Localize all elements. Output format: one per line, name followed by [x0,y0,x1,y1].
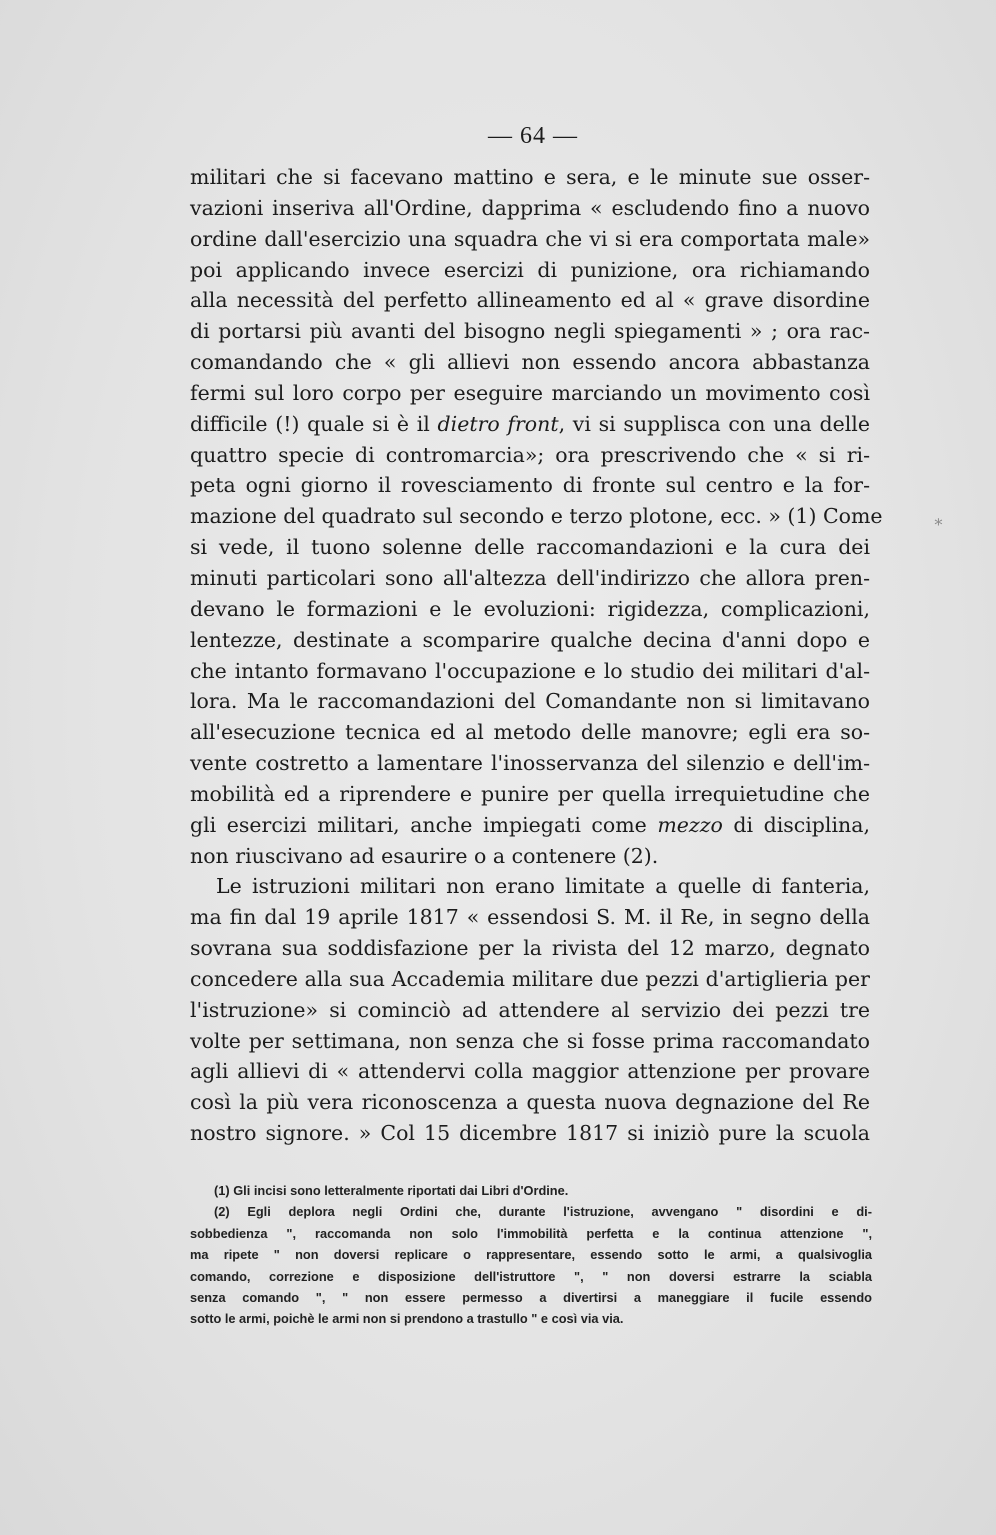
text-line: nostro signore. » Col 15 dicembre 1817 si iniziò pure la scuola [190,1121,870,1146]
text-line: lentezze, destinate a scomparire qualche decina d'anni dopo e [190,627,870,652]
footnote-line: comando, correzione e disposizione dell'istruttore ", " non doversi estrarre la sciabla [190,1268,872,1284]
text-line: peta ogni giorno il rovesciamento di fronte sul centro e la for- [190,473,870,498]
text-line: volte per settimana, non senza che si fosse prima raccomandato [190,1028,870,1053]
footnotes [190,1180,872,1330]
text-line: ordine dall'esercizio una squadra che vi si era comportata male» [190,226,870,251]
text-line: ma fin dal 19 aprile 1817 « essendosi S. M. il Re, in segno della [190,905,870,930]
italic-dietro-front: dietro front [437,411,559,436]
footnote-line: senza comando ", " non essere permesso a divertirsi a maneggiare il fucile essendo [190,1289,872,1305]
text-line: quattro specie di contromarcia»; ora prescrivendo che « si ri- [190,442,870,467]
text-line: minuti particolari sono all'altezza dell'indirizzo che allora pren- [190,565,870,590]
text-line: che intanto formavano l'occupazione e lo studio dei militari d'al- [190,658,870,683]
text-line: vente costretto a lamentare l'inosservanza del silenzio e dell'im- [190,751,870,776]
paragraph-end-line: non riuscivano ad esaurire o a contenere (2). [190,843,659,868]
ink-smudge-mark: ∗ [933,512,944,531]
text-line: concedere alla sua Accademia militare due pezzi d'artiglieria per [190,966,870,991]
text-line: militari che si facevano mattino e sera, e le minute sue osser- [190,165,870,189]
footnote-line: sotto le armi, poichè le armi non si prendono a trastullo " e così via via. [190,1311,624,1327]
footnote-line: ma ripete " non doversi replicare o rappresentare, essendo sotto le armi, a qualsivoglia [190,1247,872,1263]
text-line: si vede, il tuono solenne delle raccomandazioni e la cura dei [190,535,870,560]
text-line: alla necessità del perfetto allineamento ed al « grave disordine [190,288,870,313]
page-number: — 64 — [488,123,578,149]
body-text [190,162,883,1149]
text-line: di portarsi più avanti del bisogno negli spiegamenti » ; ora rac- [190,319,870,344]
footnote-line: sobbedienza ", raccomanda non solo l'immobilità perfetta e la continua attenzione ", [190,1225,872,1241]
text-line: poi applicando invece esercizi di punizione, ora richiamando [190,257,870,282]
text-line: vazioni inseriva all'Ordine, dapprima « escludendo fino a nuovo [190,195,870,220]
text-line: lora. Ma le raccomandazioni del Comandante non si limitavano [190,689,870,714]
text-line-with-italic: difficile (!) quale si è il dietro front, vi si supplisca con una delle [190,411,870,436]
footnote-2: (2) Egli deplora negli Ordini che, durante l'istruzione, avvengano " disordini e di- [214,1204,872,1220]
text-line: devano le formazioni e le evoluzioni: rigidezza, complicazioni, [190,596,870,621]
text-line: l'istruzione» si cominciò ad attendere al servizio dei pezzi tre [190,997,870,1022]
footnote-1: (1) Gli incisi sono letteralmente riportati dai Libri d'Ordine. [214,1183,569,1198]
text-line: all'esecuzione tecnica ed al metodo delle manovre; egli era so- [190,720,870,745]
text-line: così la più vera riconoscenza a questa nuova degnazione del Re [190,1090,870,1115]
paragraph-start-line: Le istruzioni militari non erano limitate a quelle di fanteria, [216,874,870,899]
italic-mezzo: mezzo [657,812,723,837]
text-line: mazione del quadrato sul secondo e terzo plotone, ecc. » (1) Come [190,504,883,529]
text-line-with-italic: gli esercizi militari, anche impiegati come mezzo di disciplina, [190,812,870,837]
text-line: comandando che « gli allievi non essendo ancora abbastanza [190,350,870,375]
text-line: mobilità ed a riprendere e punire per quella irrequietudine che [190,781,870,806]
text-line: agli allievi di « attendervi colla maggior attenzione per provare [190,1059,870,1084]
text-line: fermi sul loro corpo per eseguire marciando un movimento così [190,380,870,405]
text-line: sovrana sua soddisfazione per la rivista del 12 marzo, degnato [190,936,870,961]
